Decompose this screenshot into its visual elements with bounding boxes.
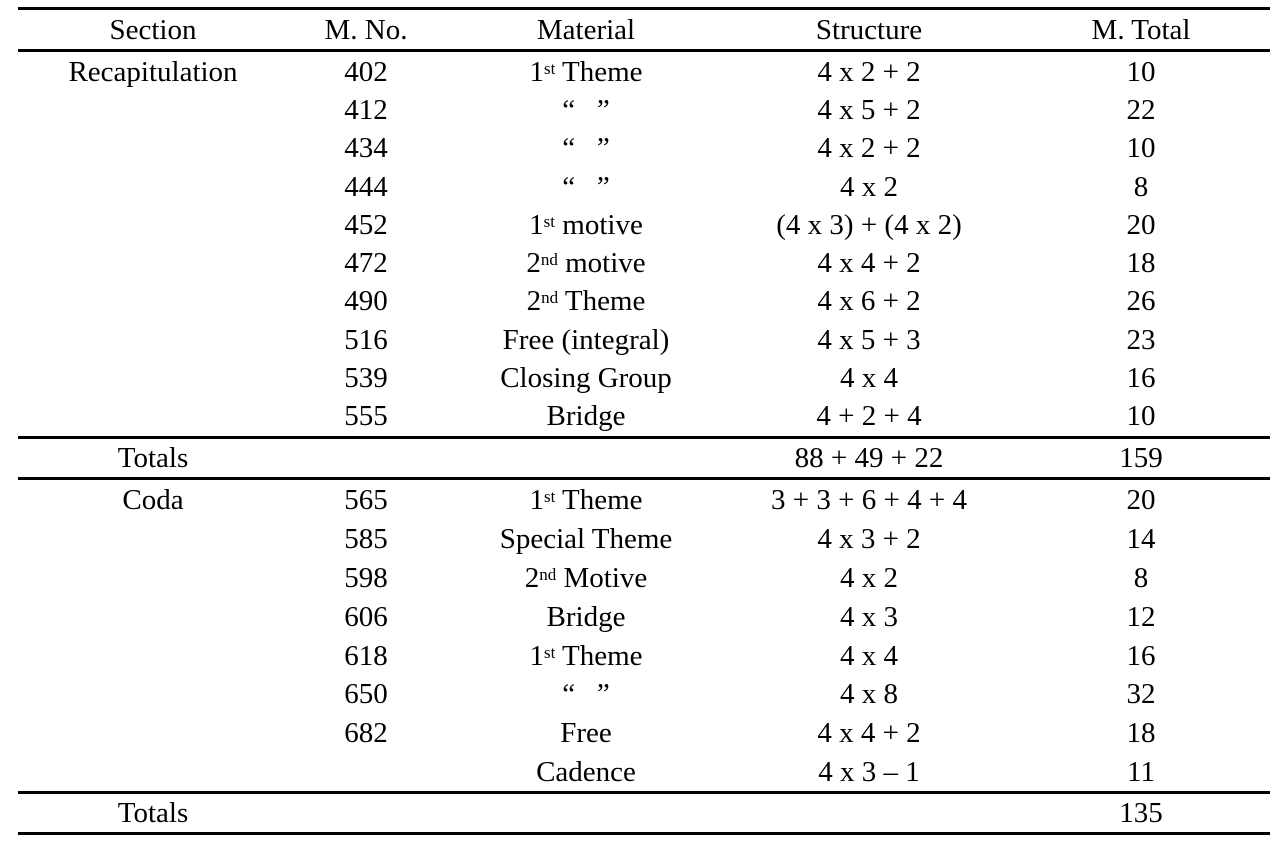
structure: 4 x 2 xyxy=(840,170,898,203)
material-text: 1 xyxy=(529,483,544,516)
material-cell xyxy=(500,359,672,397)
measure-total: 12 xyxy=(1126,600,1156,633)
measure-total: 20 xyxy=(1126,483,1156,516)
structure: 4 x 5 + 3 xyxy=(817,323,921,356)
table-row xyxy=(18,283,1270,321)
material-text: 1 xyxy=(529,639,544,672)
material-ordinal-suffix: nd xyxy=(539,564,557,584)
structure: 4 x 4 + 2 xyxy=(817,247,921,280)
totals-label: Totals xyxy=(117,442,189,474)
measure-total: 10 xyxy=(1126,132,1156,165)
measure-number: 598 xyxy=(344,561,388,594)
measure-number: 565 xyxy=(344,483,388,516)
structure: 4 x 2 + 2 xyxy=(817,55,921,88)
material-text: 2 xyxy=(526,247,541,280)
table-row xyxy=(18,359,1270,397)
recap-totals-row xyxy=(18,440,1270,477)
structure: 4 x 3 + 2 xyxy=(817,522,921,555)
measure-number: 434 xyxy=(344,132,388,165)
table-row xyxy=(18,398,1270,436)
material-cell xyxy=(529,637,642,676)
structure: 4 x 8 xyxy=(840,678,898,711)
material-text: 1 xyxy=(529,208,544,241)
structure: 4 x 2 xyxy=(840,561,898,594)
measure-number: 539 xyxy=(344,362,388,395)
material-text-rest: Theme xyxy=(555,483,643,516)
measure-number: 516 xyxy=(344,323,388,356)
section-name: Coda xyxy=(122,483,184,516)
table-row xyxy=(18,245,1270,283)
material-cell xyxy=(560,714,612,753)
measure-number: 555 xyxy=(344,400,388,433)
material-cell xyxy=(500,520,673,559)
section-name: Recapitulation xyxy=(68,55,238,88)
measure-number: 618 xyxy=(344,639,388,672)
material-ordinal-suffix: st xyxy=(543,58,556,78)
table-row xyxy=(18,520,1270,559)
measure-number: 490 xyxy=(344,285,388,318)
material-ordinal-suffix: st xyxy=(543,486,556,506)
header-m-total: M. Total xyxy=(1091,14,1191,46)
material-text-rest: Theme xyxy=(555,639,643,672)
header-material: Material xyxy=(536,14,636,46)
measure-number: 444 xyxy=(344,170,388,203)
bottom-rule xyxy=(18,832,1270,835)
table-row xyxy=(18,598,1270,637)
table-row xyxy=(18,206,1270,244)
measure-number: 402 xyxy=(344,55,388,88)
material-text: 2 xyxy=(526,285,542,318)
measure-total: 16 xyxy=(1126,639,1156,672)
table-row xyxy=(18,753,1270,792)
measure-number: 650 xyxy=(344,678,388,711)
material-cell xyxy=(525,559,648,598)
measure-total: 26 xyxy=(1126,285,1156,318)
measure-total: 32 xyxy=(1126,678,1156,711)
table-row xyxy=(18,321,1270,359)
structure: 4 x 5 + 2 xyxy=(817,93,921,126)
material-text: “ ” xyxy=(562,93,610,126)
measure-number: 472 xyxy=(344,247,388,280)
material-cell xyxy=(529,481,642,520)
structure: 4 x 4 xyxy=(840,362,898,395)
totals-structure: 88 + 49 + 22 xyxy=(794,442,944,474)
material-cell xyxy=(503,321,670,359)
material-text: Free (integral) xyxy=(502,323,670,356)
measure-total: 8 xyxy=(1133,170,1149,203)
recap-bottom-rule xyxy=(18,436,1270,439)
material-text: “ ” xyxy=(562,170,610,203)
measure-total: 23 xyxy=(1126,323,1156,356)
measure-total: 18 xyxy=(1126,717,1156,750)
totals-total: 135 xyxy=(1119,796,1163,829)
measure-total: 18 xyxy=(1126,247,1156,280)
measure-total: 20 xyxy=(1126,208,1156,241)
material-text: Bridge xyxy=(546,400,626,433)
table-row xyxy=(18,91,1270,129)
structure: 4 x 3 xyxy=(840,600,898,633)
material-cell xyxy=(529,206,643,244)
measure-total: 11 xyxy=(1127,756,1155,789)
structure: 4 x 2 + 2 xyxy=(817,132,921,165)
material-text: Special Theme xyxy=(499,522,673,555)
material-text: “ ” xyxy=(562,678,610,711)
header-section: Section xyxy=(109,14,197,46)
structure: 3 + 3 + 6 + 4 + 4 xyxy=(771,483,967,516)
material-ordinal-suffix: st xyxy=(543,211,556,231)
material-cell xyxy=(562,130,610,168)
material-cell xyxy=(562,91,610,129)
material-text-rest: motive xyxy=(557,247,646,280)
header-m-no: M. No. xyxy=(324,14,408,46)
material-cell xyxy=(562,168,610,206)
table-row xyxy=(18,637,1270,676)
measure-total: 22 xyxy=(1126,93,1156,126)
material-cell xyxy=(547,398,626,436)
table-row xyxy=(18,130,1270,168)
material-text: “ ” xyxy=(562,132,610,165)
coda-top-rule xyxy=(18,477,1270,480)
measure-number: 606 xyxy=(344,600,388,633)
material-text: Closing Group xyxy=(500,362,672,395)
table-row xyxy=(18,481,1270,520)
structure: 4 + 2 + 4 xyxy=(816,400,922,433)
table-row xyxy=(18,676,1270,715)
material-text-rest: Theme xyxy=(555,55,643,88)
material-text: 2 xyxy=(524,561,540,594)
structure: 4 x 4 + 2 xyxy=(817,717,921,750)
material-cell xyxy=(547,598,626,637)
header-rule xyxy=(18,49,1270,52)
coda-totals-row xyxy=(18,794,1270,832)
structure: (4 x 3) + (4 x 2) xyxy=(776,208,962,241)
measure-number: 412 xyxy=(344,93,388,126)
material-cell xyxy=(526,245,645,283)
material-text-rest: Motive xyxy=(556,561,648,594)
material-ordinal-suffix: nd xyxy=(541,288,559,308)
measure-total: 14 xyxy=(1126,522,1156,555)
measure-number: 585 xyxy=(344,522,388,555)
structure: 4 x 6 + 2 xyxy=(817,285,921,318)
measure-total: 16 xyxy=(1126,362,1156,395)
material-cell xyxy=(536,753,636,792)
material-cell xyxy=(562,676,610,715)
table-row xyxy=(18,559,1270,598)
top-rule xyxy=(18,7,1270,10)
measure-total: 8 xyxy=(1133,561,1149,594)
table-row xyxy=(18,53,1270,91)
structure: 4 x 4 xyxy=(840,639,898,672)
material-cell xyxy=(527,283,646,321)
material-text-rest: Theme xyxy=(558,285,646,318)
header-structure: Structure xyxy=(815,14,923,46)
header-row xyxy=(18,11,1270,50)
measure-number: 452 xyxy=(344,208,388,241)
table-row xyxy=(18,168,1270,206)
table-row xyxy=(18,714,1270,753)
material-ordinal-suffix: st xyxy=(543,642,556,662)
structure: 4 x 3 – 1 xyxy=(818,756,920,789)
material-ordinal-suffix: nd xyxy=(540,250,558,270)
totals-label: Totals xyxy=(117,796,189,829)
measure-total: 10 xyxy=(1126,55,1156,88)
material-cell xyxy=(529,53,642,91)
measure-number: 682 xyxy=(344,717,388,750)
material-text-rest: motive xyxy=(555,208,643,241)
material-text: Free xyxy=(560,717,612,750)
totals-total: 159 xyxy=(1119,442,1163,474)
material-text: 1 xyxy=(529,55,544,88)
material-text: Cadence xyxy=(536,756,636,789)
material-text: Bridge xyxy=(546,600,626,633)
measure-total: 10 xyxy=(1126,400,1156,433)
